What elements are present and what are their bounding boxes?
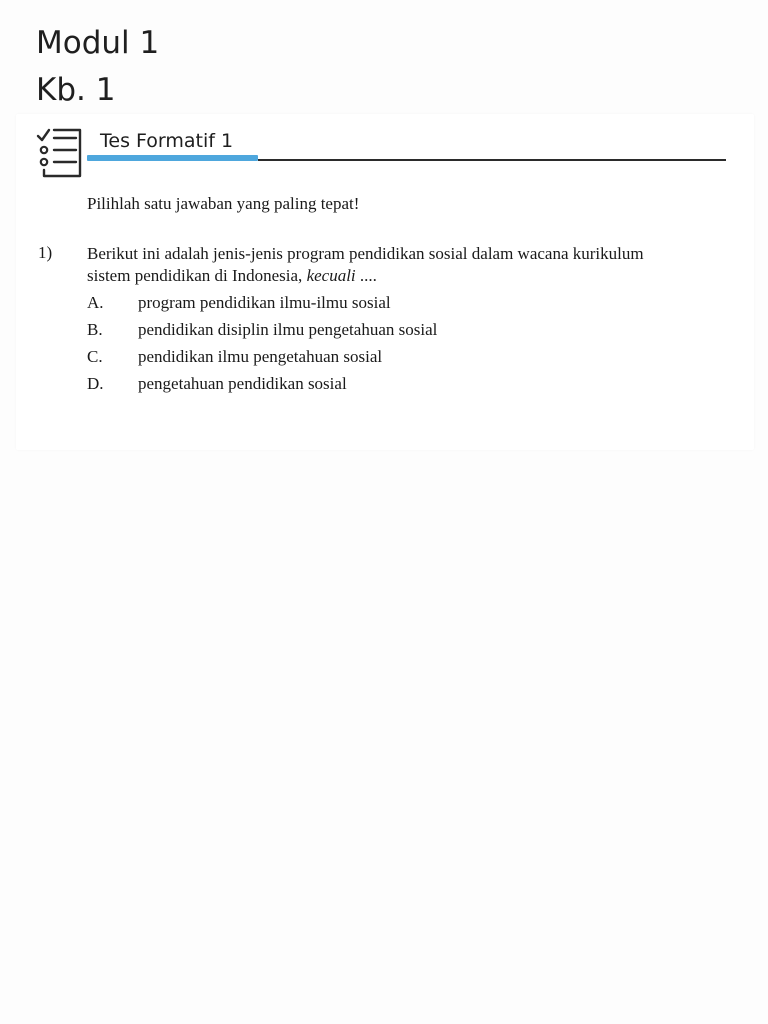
formative-test-card	[16, 114, 754, 450]
title-underline-accent	[87, 155, 258, 161]
option-text: pendidikan disiplin ilmu pengetahuan sosial	[138, 320, 438, 339]
question-line-1: Berikut ini adalah jenis-jenis program pendidikan sosial dalam wacana kurikulum	[87, 244, 644, 263]
option-text: pendidikan ilmu pengetahuan sosial	[138, 347, 383, 366]
option-letter: B.	[87, 320, 103, 339]
option-letter: C.	[87, 347, 103, 366]
option-letter: A.	[87, 293, 104, 312]
question-number: 1)	[38, 243, 53, 262]
checklist-icon	[36, 126, 84, 180]
question-line-2-prefix: sistem pendidikan di Indonesia,	[87, 266, 303, 285]
option-text: pengetahuan pendidikan sosial	[138, 374, 347, 393]
section-title: Tes Formatif 1	[100, 130, 234, 152]
option-letter: D.	[87, 374, 104, 393]
title-underline-rule	[258, 159, 726, 161]
question-ellipsis: ....	[359, 266, 377, 285]
question-emphasis: kecuali	[306, 266, 356, 285]
question-line-2	[87, 265, 737, 287]
option-text: program pendidikan ilmu-ilmu sosial	[138, 293, 391, 312]
module-title: Modul 1	[36, 25, 160, 61]
question-text	[87, 243, 737, 287]
kb-title: Kb. 1	[36, 72, 116, 108]
instruction-text: Pilihlah satu jawaban yang paling tepat!	[87, 194, 360, 213]
